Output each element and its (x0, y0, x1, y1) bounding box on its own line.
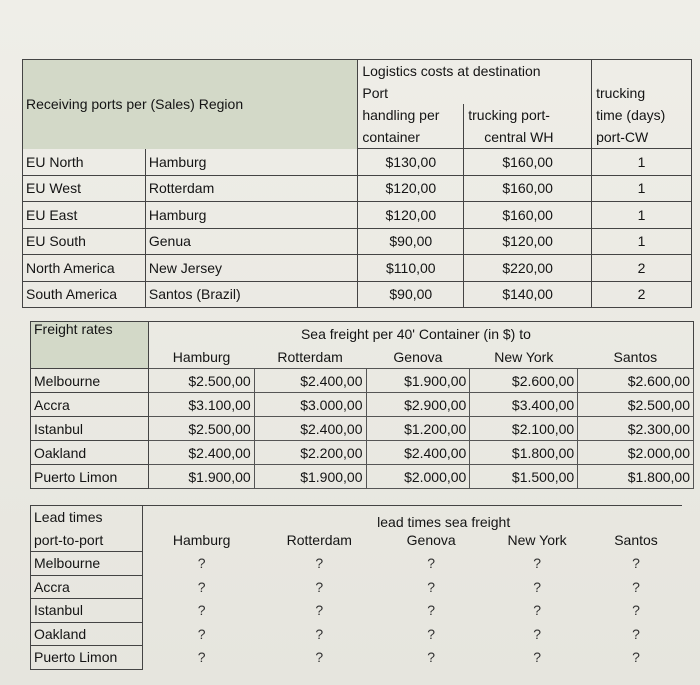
origin-cell: Puerto Limon (34, 649, 118, 666)
region-cell: EU South (26, 233, 86, 250)
lead-times-table (30, 505, 682, 670)
handling-cost-cell: $90,00 (389, 233, 433, 250)
freight-group-header: Sea freight per 40' Container (in $) to (300, 325, 531, 342)
lead-time-cell: ? (315, 649, 324, 666)
trucking-days-cell: 2 (637, 286, 646, 303)
trucking-days-cell: 1 (637, 206, 646, 223)
handling-cost-cell: $120,00 (385, 180, 437, 197)
handling-cost-cell: $130,00 (385, 153, 437, 170)
freight-rate-cell: $2.900,00 (404, 396, 467, 413)
freight-rate-cell: $2.300,00 (627, 420, 690, 437)
origin-cell: Istanbul (34, 420, 84, 437)
freight-rate-cell: $1.900,00 (404, 372, 467, 389)
region-cell: EU West (26, 180, 81, 197)
trucking-time-header-3: port-CW (596, 129, 649, 145)
table-row (23, 149, 692, 176)
table-row (31, 575, 683, 599)
lead-time-cell: ? (427, 649, 436, 666)
port-cell: Hamburg (148, 153, 207, 170)
freight-col-hamburg: Hamburg (172, 348, 231, 365)
lead-time-cell: ? (533, 555, 541, 572)
origin-cell: Melbourne (34, 372, 101, 389)
port-cell: Genua (148, 233, 191, 250)
freight-rate-cell: $2.500,00 (188, 420, 251, 437)
table-row (31, 552, 683, 576)
logistics-costs-table (22, 59, 692, 308)
lead-time-cell: ? (632, 602, 640, 619)
freight-rate-cell: $1.800,00 (511, 444, 575, 461)
lead-time-cell: ? (632, 625, 640, 642)
freight-col-rotterdam: Rotterdam (277, 348, 343, 365)
table-row (23, 255, 692, 282)
freight-rates-table (30, 321, 694, 489)
region-header: Receiving ports per (Sales) Region (26, 96, 244, 113)
table-row (31, 646, 683, 670)
origin-cell: Oakland (34, 625, 87, 642)
lead-time-cell: ? (197, 602, 206, 619)
freight-rate-cell: $2.400,00 (188, 444, 251, 461)
table-row (31, 417, 694, 441)
lead-col-hamburg: Hamburg (172, 532, 231, 548)
lead-time-cell: ? (632, 649, 640, 666)
table-row (31, 441, 694, 465)
lead-time-cell: ? (315, 578, 324, 595)
table-row (31, 465, 694, 489)
logistics-group-header: Logistics costs at destination (362, 63, 541, 79)
handling-cost-cell: $120,00 (385, 206, 437, 223)
freight-rate-cell: $2.500,00 (188, 372, 251, 389)
lead-time-cell: ? (533, 602, 541, 619)
trucking-days-cell: 2 (637, 259, 646, 276)
freight-rate-cell: $3.400,00 (511, 396, 575, 413)
lead-col-santos: Santos (614, 532, 658, 548)
region-cell: North America (26, 259, 115, 276)
lead-time-cell: ? (427, 578, 436, 595)
trucking-days-cell: 1 (637, 233, 646, 250)
lead-time-cell: ? (197, 625, 206, 642)
freight-rate-cell: $3.000,00 (300, 396, 363, 413)
table-row (23, 281, 692, 308)
freight-rate-cell: $2.100,00 (511, 420, 575, 437)
lead-time-cell: ? (427, 625, 436, 642)
table-row (23, 175, 692, 202)
table-row (23, 202, 692, 229)
freight-rate-cell: $2.200,00 (300, 444, 363, 461)
lead-col-rotterdam: Rotterdam (286, 532, 352, 548)
lead-subtitle: port-to-port (34, 531, 104, 548)
freight-rate-cell: $2.400,00 (300, 372, 363, 389)
lead-time-cell: ? (533, 649, 541, 666)
lead-time-cell: ? (315, 602, 324, 619)
freight-rate-cell: $1.900,00 (188, 468, 251, 485)
port-handling-header-1: Port (362, 85, 389, 101)
port-cell: Rotterdam (148, 180, 215, 197)
table-row (31, 599, 683, 623)
table-row (23, 228, 692, 255)
trucking-time-header-1: trucking (596, 85, 646, 101)
origin-cell: Puerto Limon (34, 468, 118, 485)
trucking-port-header-2: central WH (484, 129, 554, 145)
region-cell: EU North (26, 153, 84, 170)
table-row (31, 622, 683, 646)
origin-cell: Accra (34, 396, 70, 413)
lead-time-cell: ? (197, 555, 206, 572)
lead-time-cell: ? (315, 625, 324, 642)
freight-rate-cell: $1.200,00 (404, 420, 467, 437)
trucking-cost-cell: $120,00 (502, 233, 553, 250)
port-handling-header-3: container (362, 129, 420, 145)
freight-rate-cell: $2.000,00 (404, 468, 467, 485)
lead-time-cell: ? (533, 625, 541, 642)
region-cell: EU East (26, 206, 78, 223)
handling-cost-cell: $90,00 (389, 286, 433, 303)
trucking-time-header-2: time (days) (596, 107, 666, 123)
freight-rate-cell: $1.800,00 (627, 468, 690, 485)
trucking-cost-cell: $140,00 (502, 286, 553, 303)
freight-rate-cell: $2.600,00 (627, 372, 690, 389)
lead-col-genova: Genova (406, 532, 456, 548)
lead-time-cell: ? (197, 578, 206, 595)
freight-rate-cell: $1.900,00 (300, 468, 363, 485)
freight-rate-cell: $2.400,00 (300, 420, 363, 437)
lead-time-cell: ? (197, 649, 206, 666)
port-handling-header-2: handling per (362, 107, 440, 123)
origin-cell: Oakland (34, 444, 87, 461)
lead-col-new-york: New York (507, 532, 567, 548)
lead-time-cell: ? (632, 578, 640, 595)
table-row (31, 369, 694, 393)
lead-time-cell: ? (632, 555, 640, 572)
freight-rate-cell: $2.400,00 (404, 444, 467, 461)
trucking-cost-cell: $160,00 (502, 153, 553, 170)
lead-time-cell: ? (427, 555, 436, 572)
trucking-days-cell: 1 (637, 153, 646, 170)
table-row (31, 393, 694, 417)
freight-rate-cell: $3.100,00 (188, 396, 251, 413)
freight-title: Freight rates (34, 321, 113, 337)
freight-col-santos: Santos (613, 348, 658, 365)
origin-cell: Accra (34, 578, 70, 595)
lead-time-cell: ? (315, 555, 324, 572)
origin-cell: Istanbul (34, 602, 84, 619)
freight-rate-cell: $2.500,00 (627, 396, 690, 413)
freight-col-new-york: New York (494, 348, 554, 365)
lead-time-cell: ? (427, 602, 436, 619)
handling-cost-cell: $110,00 (386, 259, 436, 276)
lead-title: Lead times (34, 509, 103, 526)
trucking-cost-cell: $160,00 (502, 206, 553, 223)
freight-col-genova: Genova (393, 348, 443, 365)
origin-cell: Melbourne (34, 555, 101, 572)
freight-rate-cell: $2.000,00 (627, 444, 690, 461)
lead-time-cell: ? (533, 578, 541, 595)
freight-rate-cell: $1.500,00 (511, 468, 575, 485)
port-cell: New Jersey (148, 259, 223, 276)
port-cell: Hamburg (148, 206, 207, 223)
trucking-port-header-1: trucking port- (468, 107, 550, 123)
port-cell: Santos (Brazil) (148, 286, 241, 303)
lead-group-header: lead times sea freight (377, 513, 511, 530)
freight-rate-cell: $2.600,00 (511, 372, 575, 389)
trucking-cost-cell: $160,00 (502, 180, 553, 197)
region-cell: South America (26, 286, 118, 303)
trucking-cost-cell: $220,00 (502, 259, 553, 276)
trucking-days-cell: 1 (637, 180, 646, 197)
